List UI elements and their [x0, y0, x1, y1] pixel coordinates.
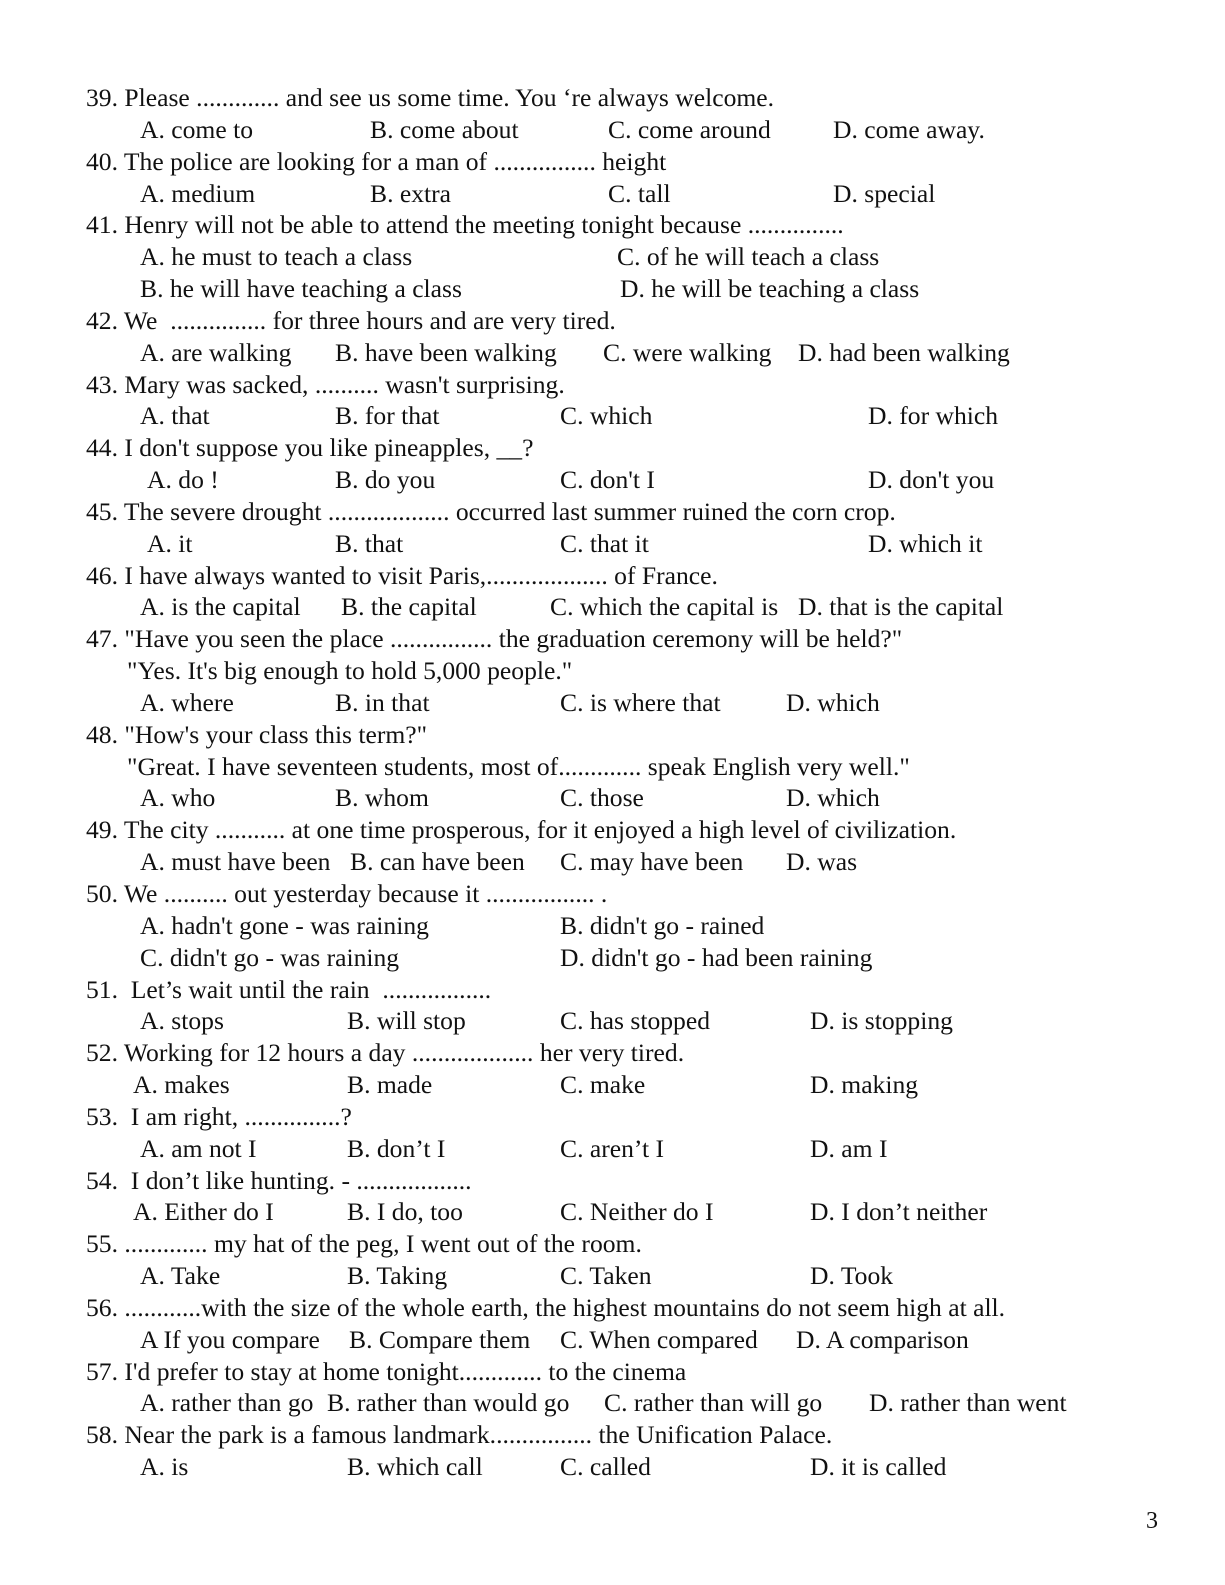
- answer-option-c: C. Neither do I: [560, 1197, 714, 1226]
- answer-option-d: D. that is the capital: [798, 592, 1004, 621]
- question-stem: 46. I have always wanted to visit Paris,................... of France.: [86, 561, 718, 590]
- answer-option-c: C. has stopped: [560, 1006, 711, 1035]
- answer-option-c: C. rather than will go: [604, 1388, 823, 1417]
- answer-option-b: B. come about: [370, 115, 519, 144]
- answer-option-c: C. don't I: [560, 465, 655, 494]
- answer-option-a: A. stops: [140, 1006, 224, 1035]
- answer-option-c: C. which: [560, 401, 653, 430]
- question-stem: 39. Please ............. and see us some time. You ‘re always welcome.: [86, 83, 775, 112]
- answer-option-a: A. are walking: [140, 338, 292, 367]
- question-stem: 55. ............. my hat of the peg, I went out of the room.: [86, 1229, 642, 1258]
- answer-option-a: A. am not I: [140, 1134, 257, 1163]
- answer-option-d: D. which: [786, 783, 880, 812]
- answer-option-b: B. extra: [370, 179, 452, 208]
- answer-option-d: D. which it: [868, 529, 983, 558]
- answer-option-c: C. may have been: [560, 847, 744, 876]
- question-stem: 41. Henry will not be able to attend the meeting tonight because ...............: [86, 210, 844, 239]
- answer-option-d: D. is stopping: [810, 1006, 953, 1035]
- answer-option-a: A. hadn't gone - was raining: [140, 911, 429, 940]
- question-stem: 53. I am right, ...............?: [86, 1102, 352, 1131]
- answer-option-d: D. special: [833, 179, 936, 208]
- answer-option-c: C. When compared: [560, 1325, 758, 1354]
- answer-option-d: D. had been walking: [798, 338, 1010, 367]
- answer-option-d: D. come away.: [833, 115, 985, 144]
- answer-option-a: A. Either do I: [133, 1197, 274, 1226]
- answer-option-d: D. for which: [868, 401, 999, 430]
- answer-option-b: B. made: [347, 1070, 433, 1099]
- question-stem: 45. The severe drought ................... occurred last summer ruined the corn crop.: [86, 497, 896, 526]
- answer-option-b: B. will stop: [347, 1006, 466, 1035]
- answer-option-a: A. rather than go: [140, 1388, 314, 1417]
- answer-option-d: D. was: [786, 847, 858, 876]
- answer-option-a: A. come to: [140, 115, 254, 144]
- question-stem: 49. The city ........... at one time prosperous, for it enjoyed a high level of civilization.: [86, 815, 957, 844]
- answer-option-c: C. aren’t I: [560, 1134, 664, 1163]
- answer-option-c: C. which the capital is: [550, 592, 779, 621]
- question-stem: 48. "How's your class this term?": [86, 720, 428, 749]
- answer-option-a: A. where: [140, 688, 234, 717]
- answer-option-a: A. he must to teach a class: [140, 242, 413, 271]
- answer-option-a: A. is the capital: [140, 592, 301, 621]
- question-stem: 57. I'd prefer to stay at home tonight............. to the cinema: [86, 1357, 687, 1386]
- answer-option-d: D. he will be teaching a class: [620, 274, 920, 303]
- answer-option-d: D. making: [810, 1070, 919, 1099]
- answer-option-b: B. rather than would go: [327, 1388, 570, 1417]
- answer-option-b: B. that: [335, 529, 404, 558]
- answer-option-b: B. didn't go - rained: [560, 911, 765, 940]
- question-stem: 40. The police are looking for a man of ................ height: [86, 147, 667, 176]
- answer-option-c: C. called: [560, 1452, 651, 1481]
- answer-option-b: B. have been walking: [335, 338, 557, 367]
- answer-option-d: D. I don’t neither: [810, 1197, 988, 1226]
- answer-option-c: C. Taken: [560, 1261, 652, 1290]
- answer-option-a: A. medium: [140, 179, 256, 208]
- question-stem: 54. I don’t like hunting. - ..................: [86, 1166, 472, 1195]
- answer-option-c: C. tall: [608, 179, 671, 208]
- answer-option-a: A. it: [147, 529, 193, 558]
- question-stem: "Yes. It's big enough to hold 5,000 people.": [127, 656, 573, 685]
- answer-option-b: B. Taking: [347, 1261, 448, 1290]
- answer-option-b: B. Compare them: [349, 1325, 531, 1354]
- answer-option-d: D. A comparison: [796, 1325, 969, 1354]
- answer-option-c: C. make: [560, 1070, 646, 1099]
- answer-option-b: B. can have been: [350, 847, 525, 876]
- answer-option-b: B. for that: [335, 401, 440, 430]
- answer-option-c: C. come around: [608, 115, 771, 144]
- question-stem: "Great. I have seventeen students, most of............. speak English very well.": [127, 752, 910, 781]
- answer-option-b: B. the capital: [341, 592, 477, 621]
- question-stem: 56. ............with the size of the whole earth, the highest mountains do not seem high at all.: [86, 1293, 1006, 1322]
- answer-option-c: C. those: [560, 783, 644, 812]
- answer-option-a: A. do !: [147, 465, 219, 494]
- question-stem: 51. Let’s wait until the rain .................: [86, 975, 492, 1004]
- answer-option-c: C. is where that: [560, 688, 721, 717]
- answer-option-b: B. whom: [335, 783, 429, 812]
- answer-option-b: B. which call: [347, 1452, 483, 1481]
- answer-option-a: A. who: [140, 783, 216, 812]
- answer-option-c: C. that it: [560, 529, 649, 558]
- answer-option-b: B. I do, too: [347, 1197, 463, 1226]
- answer-option-c: C. were walking: [603, 338, 772, 367]
- answer-option-a: A. that: [140, 401, 210, 430]
- question-stem: 58. Near the park is a famous landmark................ the Unification Palace.: [86, 1420, 833, 1449]
- question-stem: 52. Working for 12 hours a day ................... her very tired.: [86, 1038, 685, 1067]
- answer-option-d: D. am I: [810, 1134, 888, 1163]
- page-number: 3: [1146, 1508, 1158, 1534]
- answer-option-a: A. Take: [140, 1261, 221, 1290]
- answer-option-d: D. which: [786, 688, 880, 717]
- answer-option-c: C. of he will teach a class: [617, 242, 880, 271]
- answer-option-d: D. rather than went: [869, 1388, 1067, 1417]
- answer-option-d: D. Took: [810, 1261, 894, 1290]
- question-stem: 42. We ............... for three hours and are very tired.: [86, 306, 616, 335]
- question-stem: 44. I don't suppose you like pineapples, __?: [86, 433, 534, 462]
- question-stem: 43. Mary was sacked, .......... wasn't surprising.: [86, 370, 565, 399]
- answer-option-b: B. don’t I: [347, 1134, 446, 1163]
- answer-option-c: C. didn't go - was raining: [140, 943, 400, 972]
- answer-option-d: D. didn't go - had been raining: [560, 943, 873, 972]
- answer-option-a: A. must have been: [140, 847, 331, 876]
- answer-option-d: D. it is called: [810, 1452, 947, 1481]
- answer-option-a: A If you compare: [140, 1325, 320, 1354]
- answer-option-b: B. do you: [335, 465, 436, 494]
- answer-option-b: B. he will have teaching a class: [140, 274, 462, 303]
- answer-option-d: D. don't you: [868, 465, 995, 494]
- answer-option-a: A. makes: [133, 1070, 230, 1099]
- question-stem: 50. We .......... out yesterday because it ................. .: [86, 879, 608, 908]
- answer-option-a: A. is: [140, 1452, 189, 1481]
- answer-option-b: B. in that: [335, 688, 430, 717]
- question-stem: 47. "Have you seen the place ................ the graduation ceremony will be held?": [86, 624, 903, 653]
